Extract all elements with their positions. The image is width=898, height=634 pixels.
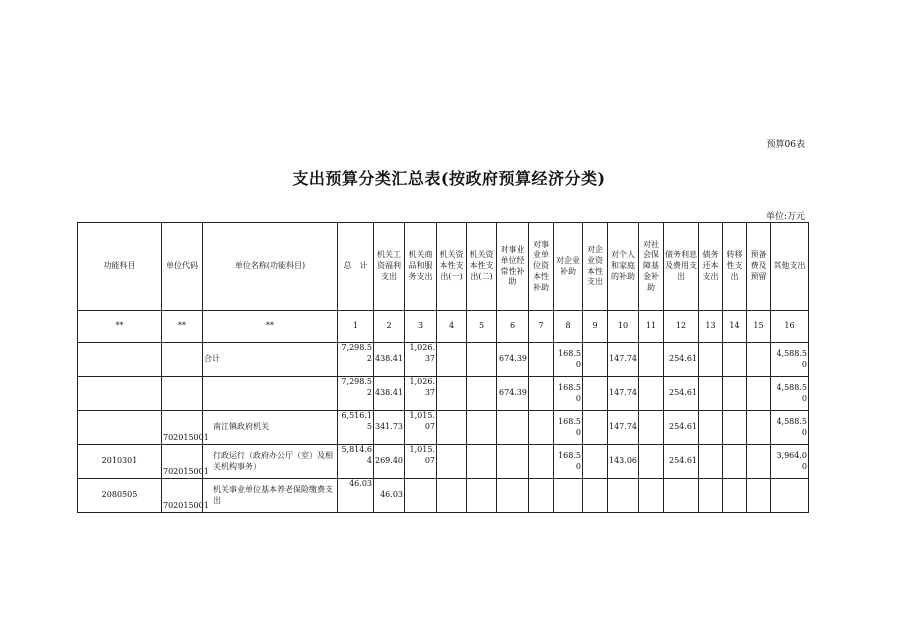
- amount-cell: [497, 411, 529, 445]
- amount-cell: [723, 343, 747, 377]
- amount-cell: 3,964.00: [771, 445, 809, 479]
- amount-cell: [437, 343, 467, 377]
- amount-cell: 269.40: [374, 445, 405, 479]
- amount-cell: [497, 445, 529, 479]
- amount-cell: [699, 479, 723, 513]
- table-row: [78, 445, 809, 479]
- amount-cell: [723, 479, 747, 513]
- amount-cell: 341.73: [374, 411, 405, 445]
- table-row: [78, 479, 809, 513]
- amount-cell: 7,298.52: [338, 377, 374, 411]
- column-header: 机关资本性支出(一): [437, 223, 467, 311]
- amount-cell: 1,015.07: [405, 411, 437, 445]
- amount-cell: [639, 411, 664, 445]
- table-row: [78, 377, 809, 411]
- amount-cell: [529, 377, 554, 411]
- unit-code-cell: [162, 377, 203, 411]
- column-index-cell: 6: [497, 311, 529, 343]
- column-header: 对事业单位资本性补助: [529, 223, 554, 311]
- amount-cell: [467, 479, 497, 513]
- amount-cell: [437, 411, 467, 445]
- column-index-cell: **: [203, 311, 338, 343]
- amount-cell: [554, 479, 583, 513]
- amount-cell: [467, 343, 497, 377]
- amount-cell: [747, 411, 771, 445]
- function-code-cell: 2080505: [78, 479, 162, 513]
- column-header: 机关工资福利支出: [374, 223, 405, 311]
- amount-cell: 147.74: [608, 411, 639, 445]
- column-header: 机关商品和服务支出: [405, 223, 437, 311]
- amount-cell: [583, 445, 608, 479]
- amount-cell: [699, 445, 723, 479]
- amount-cell: [723, 377, 747, 411]
- column-index-cell: 2: [374, 311, 405, 343]
- unit-name-cell: 行政运行（政府办公厅（室）及相关机构事务）: [203, 445, 338, 479]
- unit-name-cell: 机关事业单位基本养老保险缴费支出: [203, 479, 338, 513]
- column-header: 对事业单位经常性补助: [497, 223, 529, 311]
- amount-cell: 147.74: [608, 343, 639, 377]
- amount-cell: [529, 479, 554, 513]
- unit-name-cell: 南江镇政府机关: [203, 411, 338, 445]
- column-index-cell: 5: [467, 311, 497, 343]
- amount-cell: [723, 445, 747, 479]
- amount-cell: 4,588.50: [771, 377, 809, 411]
- amount-cell: 7,298.52: [338, 343, 374, 377]
- function-code-cell: [78, 377, 162, 411]
- amount-cell: 254.61: [664, 445, 699, 479]
- budget-table: [77, 222, 809, 513]
- column-header: 功能科目: [78, 223, 162, 311]
- amount-cell: [639, 479, 664, 513]
- column-index-cell: 7: [529, 311, 554, 343]
- amount-cell: [747, 343, 771, 377]
- amount-cell: 168.50: [554, 343, 583, 377]
- amount-cell: [583, 479, 608, 513]
- column-index-cell: 1: [338, 311, 374, 343]
- unit-name-cell: 合计: [203, 343, 338, 377]
- column-header: 债务利息及费用支出: [664, 223, 699, 311]
- column-index-cell: 9: [583, 311, 608, 343]
- amount-cell: 6,516.15: [338, 411, 374, 445]
- page-title: 支出预算分类汇总表(按政府预算经济分类): [292, 169, 606, 188]
- function-code-cell: [78, 343, 162, 377]
- column-index-cell: 15: [747, 311, 771, 343]
- amount-cell: [529, 343, 554, 377]
- amount-cell: [608, 479, 639, 513]
- amount-cell: [437, 377, 467, 411]
- column-header: 单位名称(功能科目): [203, 223, 338, 311]
- amount-cell: [699, 377, 723, 411]
- table-row: [78, 411, 809, 445]
- column-index-cell: 11: [639, 311, 664, 343]
- amount-cell: 1,026.37: [405, 377, 437, 411]
- amount-cell: [583, 377, 608, 411]
- column-header: 对社会保障基金补助: [639, 223, 664, 311]
- table-row: [78, 343, 809, 377]
- amount-cell: [639, 445, 664, 479]
- amount-cell: 254.61: [664, 343, 699, 377]
- column-header: 机关资本性支出(二): [467, 223, 497, 311]
- amount-cell: [747, 479, 771, 513]
- unit-code-cell: 702015001: [162, 445, 203, 479]
- amount-cell: [771, 479, 809, 513]
- amount-cell: 143.06: [608, 445, 639, 479]
- column-index-cell: 10: [608, 311, 639, 343]
- amount-cell: [529, 411, 554, 445]
- amount-cell: [467, 445, 497, 479]
- amount-cell: [699, 411, 723, 445]
- column-header: 其他支出: [771, 223, 809, 311]
- amount-cell: 1,026.37: [405, 343, 437, 377]
- amount-cell: [664, 479, 699, 513]
- amount-cell: [467, 377, 497, 411]
- column-header: 对个人和家庭的补助: [608, 223, 639, 311]
- column-header: 单位代码: [162, 223, 203, 311]
- amount-cell: 674.39: [497, 343, 529, 377]
- function-code-cell: 2010301: [78, 445, 162, 479]
- amount-cell: [497, 479, 529, 513]
- unit-label: 单位:万元: [765, 212, 805, 222]
- unit-code-cell: [162, 343, 203, 377]
- amount-cell: 254.61: [664, 377, 699, 411]
- amount-cell: [583, 411, 608, 445]
- column-index-cell: 12: [664, 311, 699, 343]
- column-index-cell: 16: [771, 311, 809, 343]
- unit-name-cell: [203, 377, 338, 411]
- amount-cell: 46.03: [338, 479, 374, 513]
- amount-cell: 254.61: [664, 411, 699, 445]
- column-index-cell: **: [78, 311, 162, 343]
- column-index-cell: **: [162, 311, 203, 343]
- amount-cell: 5,814.64: [338, 445, 374, 479]
- amount-cell: 438.41: [374, 343, 405, 377]
- amount-cell: 438.41: [374, 377, 405, 411]
- amount-cell: [747, 377, 771, 411]
- amount-cell: 4,588.50: [771, 343, 809, 377]
- amount-cell: 168.50: [554, 411, 583, 445]
- column-header: 预备费及预留: [747, 223, 771, 311]
- column-header: 对企业补助: [554, 223, 583, 311]
- amount-cell: [583, 343, 608, 377]
- amount-cell: [747, 445, 771, 479]
- amount-cell: 1,015.07: [405, 445, 437, 479]
- function-code-cell: [78, 411, 162, 445]
- column-header: 债务还本支出: [699, 223, 723, 311]
- unit-code-cell: 702015001: [162, 479, 203, 513]
- column-header: 对企业资本性支出: [583, 223, 608, 311]
- column-header: 总 计: [338, 223, 374, 311]
- column-index-cell: 13: [699, 311, 723, 343]
- amount-cell: [437, 479, 467, 513]
- amount-cell: 46.03: [374, 479, 405, 513]
- amount-cell: [529, 445, 554, 479]
- amount-cell: 168.50: [554, 377, 583, 411]
- amount-cell: [437, 445, 467, 479]
- column-index-cell: 8: [554, 311, 583, 343]
- amount-cell: 4,588.50: [771, 411, 809, 445]
- column-header-row: [78, 223, 809, 311]
- column-index-cell: 3: [405, 311, 437, 343]
- amount-cell: [405, 479, 437, 513]
- column-index-cell: 4: [437, 311, 467, 343]
- amount-cell: 674.39: [497, 377, 529, 411]
- column-index-row: [78, 311, 809, 343]
- amount-cell: [699, 343, 723, 377]
- form-number: 预算06表: [766, 140, 805, 150]
- unit-code-cell: 702015001: [162, 411, 203, 445]
- amount-cell: [639, 377, 664, 411]
- column-index-cell: 14: [723, 311, 747, 343]
- column-header: 转移性支出: [723, 223, 747, 311]
- amount-cell: [467, 411, 497, 445]
- amount-cell: 168.50: [554, 445, 583, 479]
- amount-cell: 147.74: [608, 377, 639, 411]
- amount-cell: [723, 411, 747, 445]
- amount-cell: [639, 343, 664, 377]
